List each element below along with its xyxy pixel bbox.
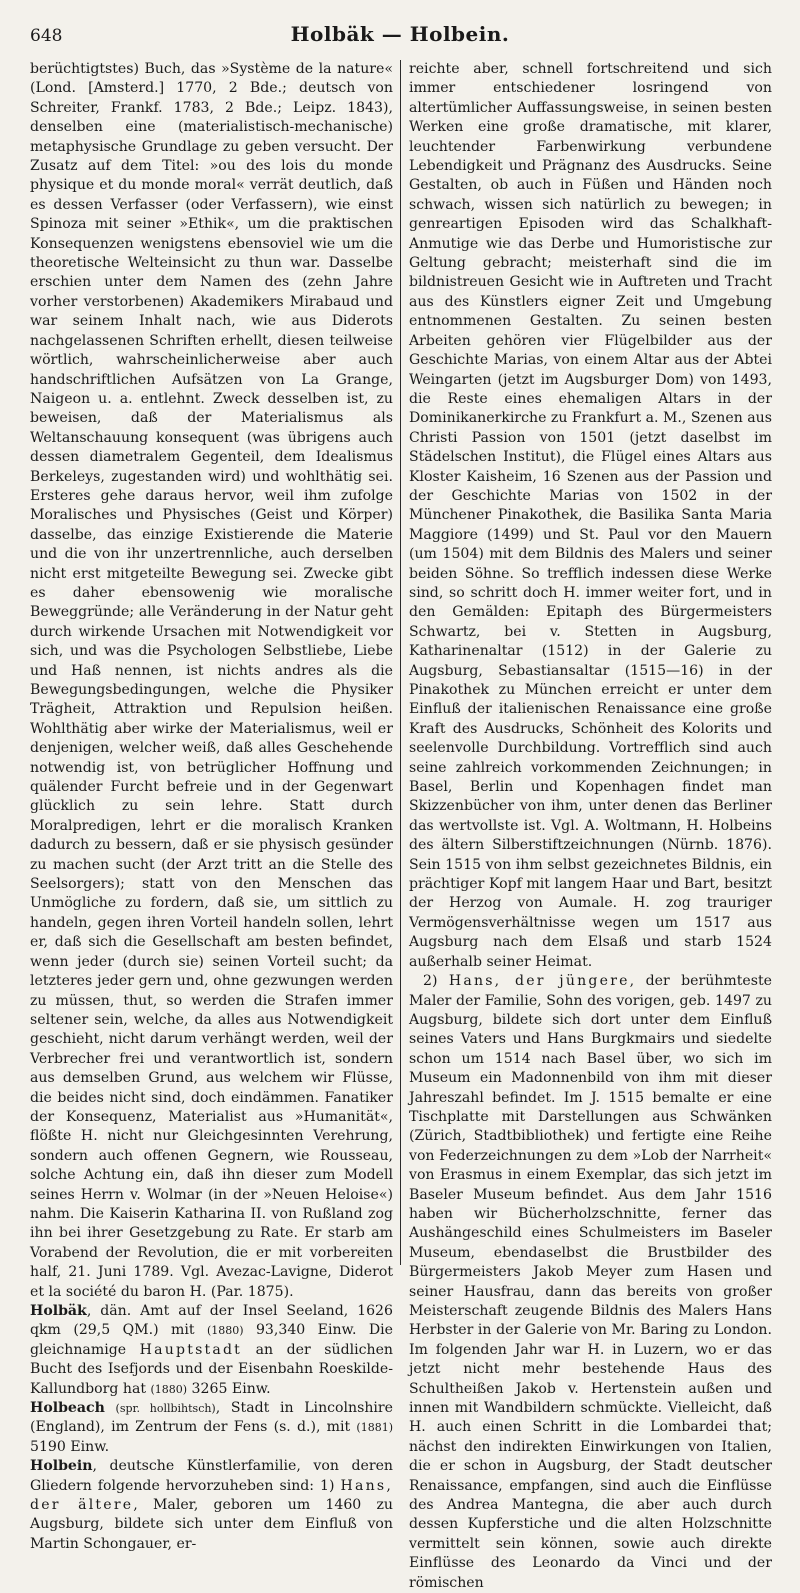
- entry-holbein-hans-younger: 2) Hans, der jüngere, der berühmteste Maler der Familie, Sohn des vorigen, geb. 1497 zu Augsburg, bildete sich dort unter dem Einfluß seines Vaters und Hans Burgkmairs und siedelte schon um 1514 nach Basel über, wo sich im Museum ein Madonnenbild von ihm mit dieser Jahreszahl befindet. Im J. 1515 bemalte er eine Tischplatte mit Darstellungen aus Schwänken (Zürich, Stadtbibliothek) und fertigte eine Reihe von Federzeichnungen zu dem »Lob der Narrheit« von Erasmus in einem Exemplar, das sich jetzt im Baseler Museum befindet. Aus dem Jahr 1516 haben wir Bücherholzschnitte, ferner das Aushängeschild eines Schulmeisters im Baseler Museum, ebendaselbst die Brustbilder des Bürgermeisters Jakob Meyer zum Hasen und seiner Hausfrau, dann das bereits von großer Meisterschaft zeugende Bildnis des Malers Hans Herbster in der Galerie von Mr. Baring zu London. Im folgenden Jahr war H. in Luzern, wo er das jetzt nicht mehr bestehende Haus des Schultheißen Jakob v. Hertenstein außen und innen mit Wandbildern schmückte. Vielleicht, daß H. auch einen Schritt in die Lombardei that; nächst den indirekten Einwirkungen von Italien, die er schon in Augsburg, der Stadt deutscher Renaissance, empfangen, sind auch die Einflüsse des Andrea Mantegna, die aber auch durch dessen Kupferstiche und die alten Holzschnitte vermittelt sein können, sowie auch direkte Einflüsse des Leonardo da Vinci und der römischen: [408, 973, 772, 1591]
- entry-holbaek: Holbäk, dän. Amt auf der Insel Seeland, 1626 qkm (29,5 QM.) mit (1880) 93,340 Einw. Die gleichnamige Hauptstadt an der südlichen Bucht des Isefjords und der Eisenbahn Roeskilde-Kallundborg hat (1880) 3265 Einw.: [30, 1303, 393, 1397]
- entry-holbeach: Holbeach (spr. hollbihtsch), Stadt in Lincolnshire (England), im Zentrum der Fens (s. d.), mit (1881) 5190 Einw.: [30, 1400, 394, 1455]
- page-number: 648: [30, 26, 63, 46]
- right-column: [401, 60, 772, 1591]
- entry-holbein-continuation: reichte aber, schnell fortschreitend und sich immer entschiedener losringend von altertümlicher Auffassungsweise, in seinen besten Werken eine große dramatische, mit klarer, leuchtender Farbenwirkung verbundene Lebendigkeit und Prägnanz des Ausdrucks. Seine Gestalten, ob auch in Füßen und Händen noch schwach, wissen sich natürlich zu bewegen; in genreartigen Episoden wird das Schalkhaft-Anmutige wie das Derbe und Humoristische zur Geltung gebracht; meisterhaft sind die im bildnistreuen Gesicht wie in Auftreten und Tracht aus des Künstlers eigner Zeit und Umgebung entnommenen Gestalten. Zu seinen besten Arbeiten gehören vier Flügelbilder aus der Geschichte Marias, von einem Altar aus der Abtei Weingarten (jetzt im Augsburger Dom) von 1493, die Reste eines ehemaligen Altars in der Dominikanerkirche zu Frankfurt a. M., Szenen aus Christi Passion von 1501 (jetzt daselbst im Städelschen Institut), die Flügel eines Altars aus Kloster Kaisheim, 16 Szenen aus der Passion und der Geschichte Marias von 1502 in der Münchener Pinakothek, die Basilika Santa Maria Maggiore (1499) und St. Paul vor den Mauern (um 1504) mit dem Bildnis des Malers und seiner beiden Söhne. So trefflich indessen diese Werke sind, so schritt doch H. immer weiter fort, und in den Gemälden: Epitaph des Bürgermeisters Schwartz, bei v. Stetten in Augsburg, Katharinenaltar (1512) in der Galerie zu Augsburg, Sebastiansaltar (1515—16) in der Pinakothek zu München erreicht er unter dem Einfluß der italienischen Renaissance eine große Kraft des Ausdrucks, Schönheit des Kolorits und seelenvolle Durchbildung. Vortrefflich sind auch seine zahlreich vorkommenden Zeichnungen; in Basel, Berlin und Kopenhagen findet man Skizzenbücher von ihm, unter denen das Berliner das wertvollste ist. Vgl. A. Woltmann, H. Holbeins des ältern Silberstiftzeichnungen (Nürnb. 1876). Sein 1515 von ihm selbst gezeichnetes Bildnis, ein prächtiger Kopf mit langem Haar und Bart, besitzt der Herzog von Aumale. H. zog trauriger Vermögensverhältnisse wegen um 1517 aus Augsburg nach dem Elsaß und starb 1524 außerhalb seiner Heimat.: [408, 61, 772, 970]
- entry-holbein: Holbein, deutsche Künstlerfamilie, von deren Gliedern folgende hervorzuheben sind: 1) Hans, der ältere, Maler, geboren um 1460 zu Augsburg, bildete sich unter dem Einfluß von Martin Schongauer, er-: [30, 1458, 393, 1552]
- text-columns: [30, 60, 772, 1591]
- running-head: Holbäk — Holbein.: [290, 22, 510, 46]
- page-header: [30, 22, 770, 52]
- left-column: [30, 60, 400, 1552]
- entry-headword: Holbeach: [30, 1400, 105, 1417]
- entry-holbach-continuation: berüchtigtstes) Buch, das »Système de la nature« (Lond. [Amsterd.] 1770, 2 Bde.; deutsch von Schreiter, Frankf. 1783, 2 Bde.; Leipz. 1843), denselben eine (materialistisch-mechanische) metaphysische Grundlage zu geben versucht. Der Zusatz auf dem Titel: »ou des lois du monde physique et du monde moral« verrät deutlich, daß es dessen Verfasser (oder Verfassern), wie einst Spinoza mit seiner »Ethik«, um die praktischen Konsequenzen wenigstens ebensoviel wie um die theoretische Welteinsicht zu thun war. Dasselbe erschien unter dem Namen des (zehn Jahre vorher verstorbenen) Akademikers Mirabaud und war seinem Inhalt nach, wie aus Diderots nachgelassenen Schriften erhellt, diesen teilweise wörtlich, wahrscheinlicherweise aber auch handschriftlichen Aufsätzen von La Grange, Naigeon u. a. entlehnt. Zweck desselben ist, zu beweisen, daß der Materialismus als Weltanschauung konsequent (was übrigens auch dessen diametralem Gegenteil, dem Idealismus Berkeleys, zugestanden wird) und wohlthätig sei. Ersteres gehe daraus hervor, weil ihm zufolge Moralisches und Physisches (Geist und Körper) dasselbe, das einzige Existierende die Materie und die von ihr unzertrennliche, auch derselben nicht erst mitgeteilte Bewegung sei. Zwecke gibt es daher ebensowenig wie moralische Beweggründe; alle Veränderung in der Natur geht durch wirkende Ursachen mit Notwendigkeit vor sich, und was die Psychologen Selbstliebe, Liebe und Haß nennen, ist nichts andres als die Bewegungsbedingungen, welche die Physiker Trägheit, Attraktion und Repulsion heißen. Wohlthätig aber wirke der Materialismus, weil er denjenigen, welcher weiß, daß alles Geschehende notwendig ist, von betrüglicher Hoffnung und quälender Furcht befreie und in der Gegenwart glücklich zu sein lehre. Statt durch Moralpredigen, lehrt er die moralisch Kranken dadurch zu bessern, daß er sie physisch gesünder zu machen sucht (der Arzt tritt an die Stelle des Seelsorgers); statt von den Menschen das Unmögliche zu fordern, daß sie, um sittlich zu handeln, gegen ihren Vorteil handeln sollen, lehrt er, daß sich die Gesellschaft am besten befindet, wenn jeder (durch sie) seinen Vorteil sucht; da letzteres jeder gern und, ohne gezwungen werden zu müssen, thut, so werden die Strafen immer seltener sein, welche, da alles aus Notwendigkeit geschieht, nicht darum verhängt werden, weil der Verbrecher frei und verantwortlich ist, sondern aus demselben Grund, aus welchem wir Flüsse, die beides nicht sind, doch eindämmen. Fanatiker der Konsequenz, Materialist aus »Humanität«, flößte H. nicht nur Gleichgesinnten Verehrung, sondern auch offenen Gegnern, wie Rousseau, solche Achtung ein, daß ihn dieser zum Modell seines Herrn v. Wolmar (in der »Neuen Heloise«) nahm. Die Kaiserin Katharina II. von Rußland zog ihn bei ihrer Gesetzgebung zu Rate. Er starb am Vorabend der Revolution, die er mit vorbereiten half, 21. Juni 1789. Vgl. Avezac-Lavigne, Diderot et la société du baron H. (Par. 1875).: [30, 61, 393, 1300]
- entry-headword: Holbäk: [30, 1303, 87, 1319]
- entry-headword: Holbein: [30, 1458, 93, 1475]
